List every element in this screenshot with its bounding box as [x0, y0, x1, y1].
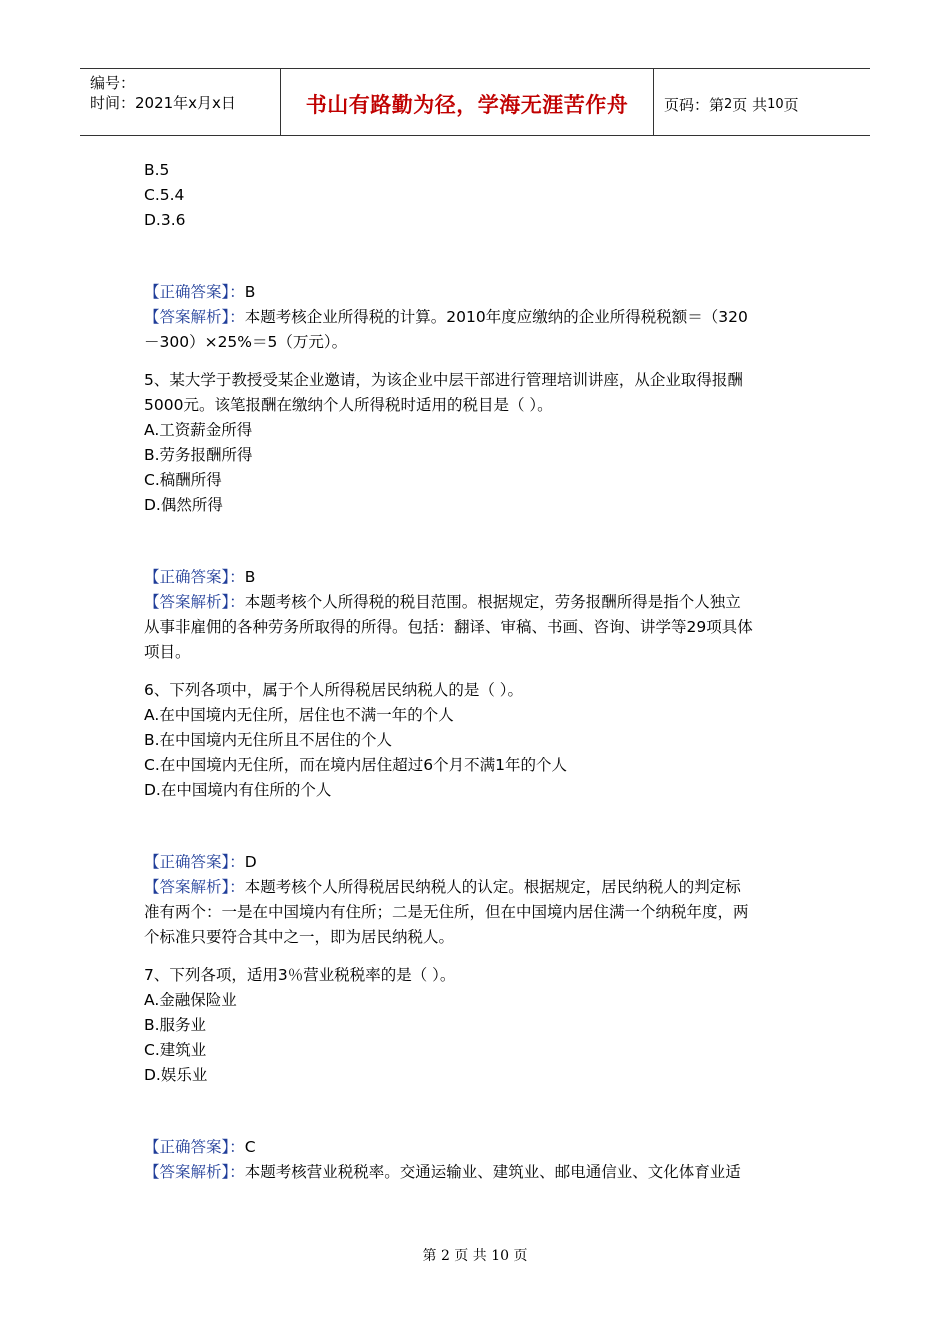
question-stem: 5000元。该笔报酬在缴纳个人所得税时适用的税目是（ ）。: [144, 396, 553, 414]
colon: ：: [229, 878, 245, 896]
answer-line: [144, 280, 814, 305]
question-stem: 7、下列各项，适用3％营业税税率的是（ ）。: [144, 966, 456, 984]
answer-line: [144, 850, 814, 875]
analysis-text: 本题考核企业所得税的计算。2010年度应缴纳的企业所得税税额＝（320: [244, 308, 748, 326]
colon: ：: [229, 593, 245, 611]
option: B.5: [144, 161, 170, 179]
answer-tag: 【正确答案】: [144, 568, 230, 586]
answer-tag: 【正确答案】: [144, 283, 230, 301]
page-footer: 第 2 页 共 10 页: [422, 1248, 528, 1264]
analysis-text: 从事非雇佣的各种劳务所取得的所得。包括：翻译、审稿、书画、咨询、讲学等29项具体: [144, 618, 753, 636]
page-total: 10: [767, 96, 784, 112]
answer-tag: 【正确答案】: [144, 853, 230, 871]
page-header: [80, 68, 870, 136]
option: A.金融保险业: [144, 991, 237, 1009]
time-label: 时间：2021年x月x日: [90, 94, 236, 112]
answer-line: [144, 1135, 814, 1160]
option: A.工资薪金所得: [144, 421, 253, 439]
analysis-line: [144, 875, 814, 900]
analysis-line: [144, 305, 814, 330]
option: B.在中国境内无住所且不居住的个人: [144, 731, 393, 749]
colon: ：: [229, 1163, 245, 1181]
option: C.稿酬所得: [144, 471, 222, 489]
analysis-tag: 【答案解析】: [144, 1163, 230, 1181]
page-number: 2: [724, 96, 733, 112]
analysis-text: 个标准只要符合其中之一，即为居民纳税人。: [144, 928, 455, 946]
analysis-text: 项目。: [144, 643, 191, 661]
page-suffix: 页: [783, 95, 799, 114]
question-stem: 6、下列各项中，属于个人所得税居民纳税人的是（ ）。: [144, 681, 524, 699]
option: D.娱乐业: [144, 1066, 208, 1084]
analysis-text: －300）×25%＝5（万元）。: [144, 333, 348, 351]
colon: ：: [229, 568, 245, 586]
analysis-tag: 【答案解析】: [144, 878, 230, 896]
option: D.偶然所得: [144, 496, 223, 514]
option: C.5.4: [144, 186, 185, 204]
option: B.劳务报酬所得: [144, 446, 253, 464]
option: A.在中国境内无住所，居住也不满一年的个人: [144, 706, 454, 724]
option: D.3.6: [144, 211, 186, 229]
colon: ：: [229, 283, 245, 301]
answer-tag: 【正确答案】: [144, 1138, 230, 1156]
option: C.建筑业: [144, 1041, 207, 1059]
analysis-text: 本题考核个人所得税居民纳税人的认定。根据规定，居民纳税人的判定标: [244, 878, 741, 896]
answer-value: B: [244, 568, 256, 586]
colon: ：: [229, 308, 245, 326]
colon: ：: [229, 853, 245, 871]
header-meta: [80, 69, 281, 135]
analysis-tag: 【答案解析】: [144, 593, 230, 611]
answer-value: C: [244, 1138, 256, 1156]
option: C.在中国境内无住所，而在境内居住超过6个月不满1年的个人: [144, 756, 567, 774]
analysis-tag: 【答案解析】: [144, 308, 230, 326]
header-page-info: [654, 69, 870, 135]
analysis-line: [144, 1160, 814, 1185]
answer-value: D: [244, 853, 257, 871]
option: D.在中国境内有住所的个人: [144, 781, 332, 799]
number-label: 编号：: [90, 74, 136, 92]
analysis-line: [144, 590, 814, 615]
header-motto: 书山有路勤为径，学海无涯苦作舟: [281, 69, 654, 135]
analysis-text: 本题考核营业税税率。交通运输业、建筑业、邮电通信业、文化体育业适: [244, 1163, 741, 1181]
analysis-text: 本题考核个人所得税的税目范围。根据规定，劳务报酬所得是指个人独立: [244, 593, 741, 611]
option: B.服务业: [144, 1016, 207, 1034]
analysis-text: 准有两个：一是在中国境内有住所；二是无住所，但在中国境内居住满一个纳税年度，两: [144, 903, 749, 921]
answer-value: B: [244, 283, 256, 301]
document-body: [144, 158, 814, 1185]
page-prefix: 页码：第: [664, 95, 725, 114]
question-stem: 5、某大学于教授受某企业邀请，为该企业中层干部进行管理培训讲座，从企业取得报酬: [144, 371, 743, 389]
answer-line: [144, 565, 814, 590]
colon: ：: [229, 1138, 245, 1156]
page-mid: 页 共: [732, 95, 768, 114]
